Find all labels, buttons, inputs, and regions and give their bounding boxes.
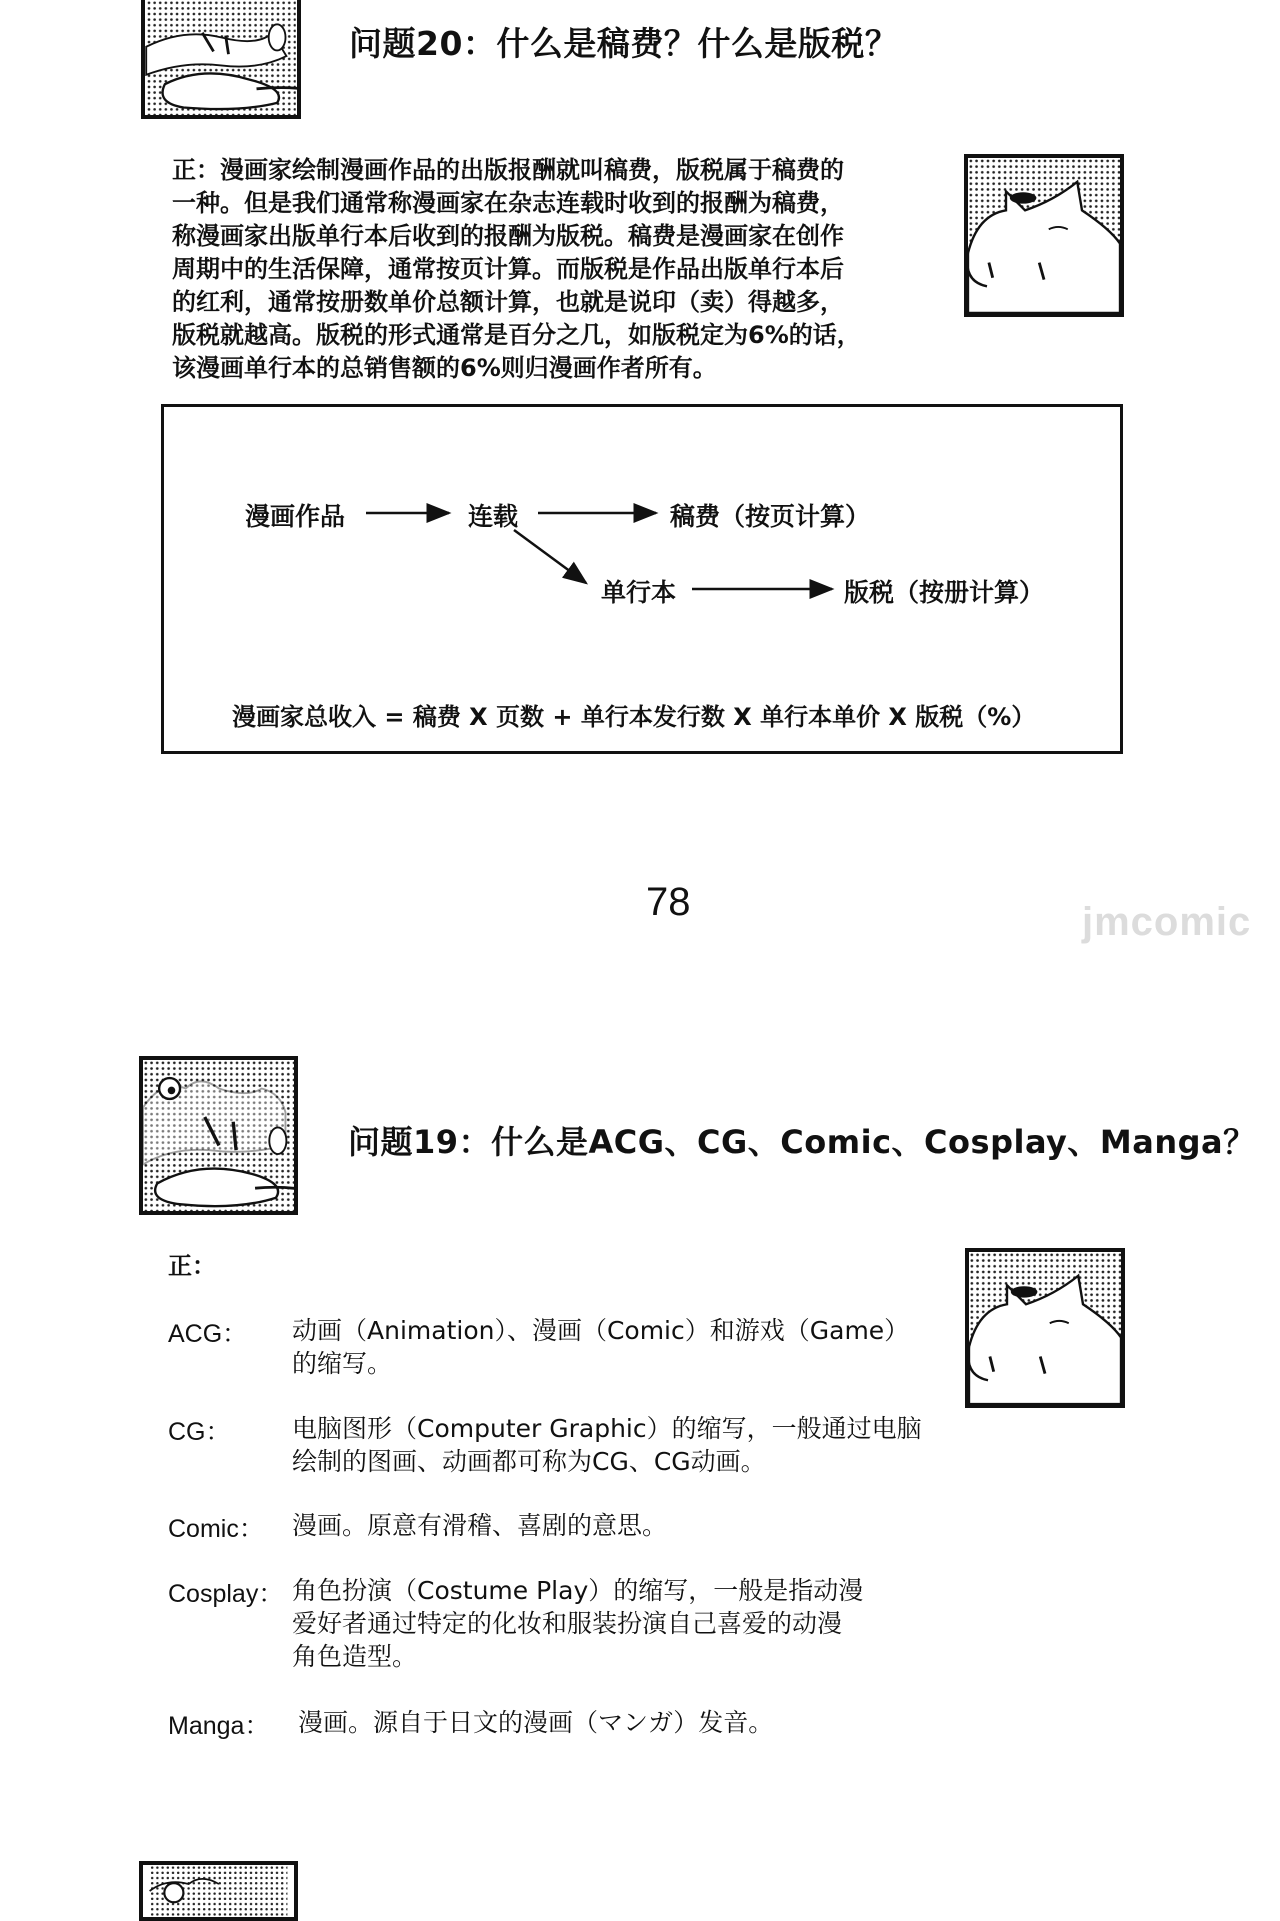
term-cosplay: Cosplay：: [168, 1580, 284, 1608]
arrow-serial-to-volume: [514, 530, 586, 583]
frog-icon: [145, 0, 297, 115]
cat-mascot-illustration-middle: [965, 1248, 1125, 1408]
answer-line: 正：漫画家绘制漫画作品的出版报酬就叫稿费，版税属于稿费的: [172, 156, 844, 184]
frog-mascot-illustration-top: [141, 0, 301, 119]
question-20-title: 问题20：什么是稿费？什么是版税？: [349, 24, 899, 63]
definition-acg: 动画（Animation）、漫画（Comic）和游戏（Game） 的缩写。: [292, 1316, 910, 1378]
question-20-answer: [172, 154, 972, 385]
frog-mascot-illustration-middle: [139, 1056, 298, 1215]
term-acg: ACG：: [168, 1320, 248, 1348]
answer-line: 周期中的生活保障，通常按页计算。而版税是作品出版单行本后: [172, 255, 844, 283]
answer-line: 版税就越高。版税的形式通常是百分之几，如版税定为6%的话，: [172, 321, 861, 349]
frog-icon: [143, 1060, 294, 1211]
node-serialization: 连载: [468, 502, 519, 531]
definition-cg: 电脑图形（Computer Graphic）的缩写，一般通过电脑 绘制的图画、动画都可称为CG、CG动画。: [292, 1414, 922, 1476]
definition-manga: 漫画。源自于日文的漫画（マンガ）发音。: [298, 1708, 774, 1737]
cat-icon: [969, 1252, 1121, 1404]
term-manga: Manga：: [168, 1712, 270, 1740]
term-comic: Comic：: [168, 1515, 264, 1543]
answer-line: 一种。但是我们通常称漫画家在杂志连载时收到的报酬为稿费，: [172, 189, 844, 217]
question-19-title: 问题19：什么是ACG、CG、Comic、Cosplay、Manga？: [348, 1123, 1256, 1161]
node-royalty: 版税（按册计算）: [844, 578, 1045, 607]
definition-cosplay: 角色扮演（Costume Play）的缩写，一般是指动漫 爱好者通过特定的化妆和服装扮演自己喜爱的动漫 角色造型。: [292, 1576, 864, 1671]
income-formula: 漫画家总收入 = 稿费 X 页数 + 单行本发行数 X 单行本单价 X 版税（%）: [232, 703, 1036, 731]
node-manuscript-fee: 稿费（按页计算）: [670, 502, 871, 531]
income-diagram: [161, 404, 1123, 754]
node-manga-work: 漫画作品: [245, 502, 346, 531]
cat-icon: [968, 158, 1120, 313]
frog-mascot-illustration-bottom: [139, 1861, 298, 1921]
answer-line: 该漫画单行本的总销售额的6%则归漫画作者所有。: [172, 354, 717, 382]
answer-line: 的红利，通常按册数单价总额计算，也就是说印（卖）得越多，: [172, 288, 844, 316]
frog-icon: [143, 1865, 294, 1917]
watermark: jmcomic: [1082, 900, 1252, 944]
answer-label: 正：: [172, 156, 220, 184]
question-19-answer-label: 正：: [168, 1252, 216, 1280]
cat-mascot-illustration-top: [964, 154, 1124, 317]
page-number: 78: [646, 880, 691, 924]
answer-line: 称漫画家出版单行本后收到的报酬为版税。稿费是漫画家在创作: [172, 222, 844, 250]
node-volume: 单行本: [601, 578, 677, 607]
term-cg: CG：: [168, 1418, 231, 1446]
definition-comic: 漫画。原意有滑稽、喜剧的意思。: [292, 1511, 668, 1540]
